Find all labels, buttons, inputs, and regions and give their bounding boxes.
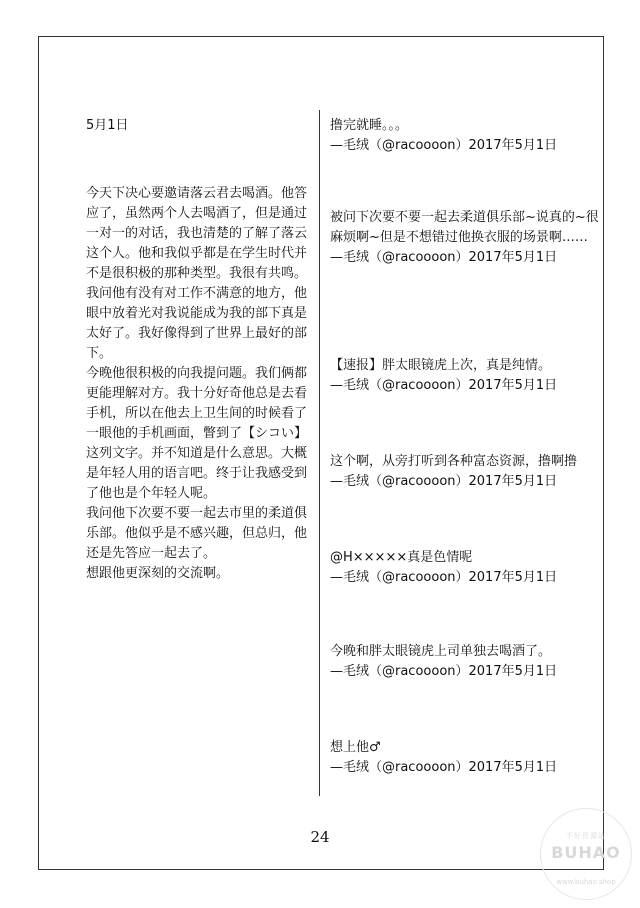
watermark-top-text: 不好资源站: [566, 832, 606, 840]
diary-paragraph-3: 今晚他很积极的向我提问题。我们俩都更能理解对方。我十分好奇他总是去看手机，所以在他去上卫生间的时候看了一眼他的手机画面，瞥到了【シコい】这列文字。并不知道是什么意思。大概是年轻人用的语言吧。终于让我感受到了他也是个年轻人呢。: [86, 366, 308, 501]
tweet-signature: —毛绒（@racoooon）2017年5月1日: [330, 760, 558, 775]
tweet-post-3: [330, 356, 604, 396]
tweet-post-7: [330, 738, 604, 778]
tweet-text: @H×××××真是色情呢: [330, 550, 473, 565]
diary-date: 5月1日: [86, 118, 129, 133]
tweet-text: 撸完就睡。。。: [330, 118, 409, 133]
watermark-url-text: www.buhao.shop: [556, 878, 616, 886]
tweet-post-1: [330, 116, 604, 156]
tweet-signature: —毛绒（@racoooon）2017年5月1日: [330, 664, 558, 679]
watermark-brand-text: BUHAO: [551, 843, 621, 862]
tweet-post-5: [330, 548, 604, 588]
page-number: 24: [310, 828, 330, 846]
tweet-text: 被问下次要不要一起去柔道俱乐部~说真的~很麻烦啊~但是不想错过他换衣服的场景啊……: [330, 210, 599, 245]
diary-paragraph-5: 想跟他更深刻的交流啊。: [86, 566, 230, 581]
tweet-post-4: [330, 452, 604, 492]
tweet-text: 今晚和胖太眼镜虎上司单独去喝酒了。: [330, 644, 552, 659]
tweet-text: 【速报】胖太眼镜虎上次，真是纯情。: [330, 358, 552, 373]
tweet-signature: —毛绒（@racoooon）2017年5月1日: [330, 474, 558, 489]
tweet-text: 这个啊，从旁打听到各种富态资源，撸啊撸: [330, 454, 578, 469]
tweet-post-2: [330, 208, 604, 268]
tweet-post-6: [330, 642, 604, 682]
tweet-signature: —毛绒（@racoooon）2017年5月1日: [330, 378, 558, 393]
tweet-signature: —毛绒（@racoooon）2017年5月1日: [330, 138, 558, 153]
diary-column: [86, 116, 308, 584]
tweet-signature: —毛绒（@racoooon）2017年5月1日: [330, 250, 558, 265]
diary-paragraph-2: 我问他有没有对工作不满意的地方，他眼中放着光对我说能成为我的部下真是太好了。我好像得到了世界上最好的部下。: [86, 286, 308, 361]
tweet-signature: —毛绒（@racoooon）2017年5月1日: [330, 570, 558, 585]
diary-paragraph-1: 今天下决心要邀请落云君去喝酒。他答应了，虽然两个人去喝酒了，但是通过一对一的对话，我也清楚的了解了落云这个人。他和我似乎都是在学生时代并不是很积极的那种类型。我很有共鸣。: [86, 186, 308, 281]
site-watermark-logo: [540, 808, 632, 900]
column-divider: [319, 110, 320, 796]
tweet-text: 想上他♂: [330, 740, 381, 755]
diary-paragraph-4: 我问他下次要不要一起去市里的柔道俱乐部。他似乎是不感兴趣，但总归，他还是先答应一起去了。: [86, 506, 308, 561]
